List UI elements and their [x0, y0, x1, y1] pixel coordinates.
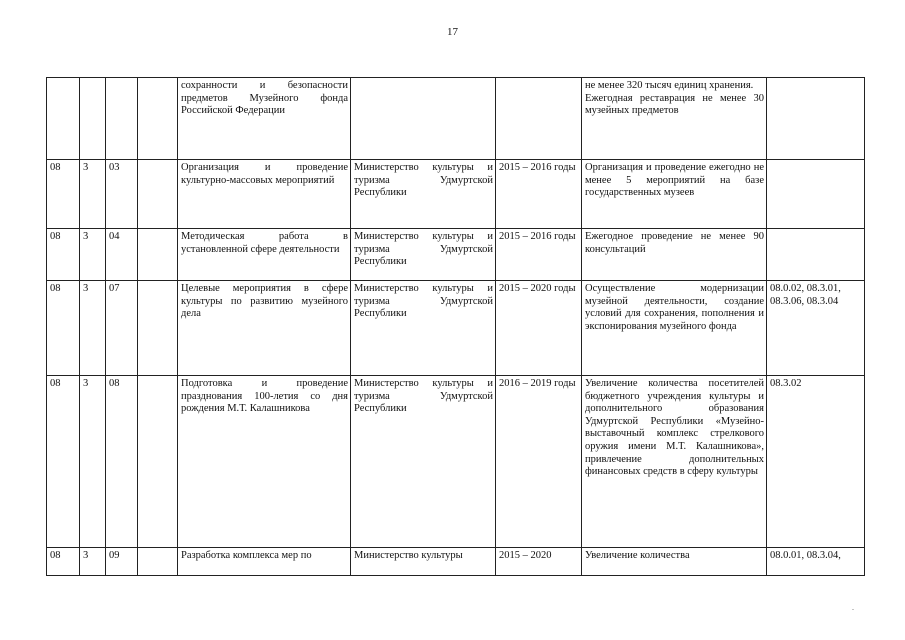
- expected-result-cell: Организация и проведение ежегодно не менее 5 мероприятий на базе государственных музеев: [582, 160, 767, 229]
- code-m-cell: [138, 229, 178, 281]
- code-m-cell: [138, 376, 178, 548]
- table-row: [47, 281, 865, 376]
- code-pp-cell: 3: [80, 376, 106, 548]
- executor-cell: Министерство культуры: [351, 548, 496, 576]
- period-cell: [496, 78, 582, 160]
- code-m-cell: [138, 78, 178, 160]
- indicator-links-cell: 08.0.01, 08.3.04,: [767, 548, 865, 576]
- event-name-cell: Целевые мероприятия в сфере культуры по развитию музейного дела: [178, 281, 351, 376]
- period-cell: 2015 – 2020 годы: [496, 281, 582, 376]
- code-pp-cell: 3: [80, 548, 106, 576]
- code-gp-cell: 08: [47, 376, 80, 548]
- expected-result-cell: не менее 320 тысяч единиц хранения. Ежегодная реставрация не менее 30 музейных предметов: [582, 78, 767, 160]
- code-om-cell: 04: [106, 229, 138, 281]
- corner-mark: .: [852, 603, 854, 612]
- indicator-links-cell: 08.3.02: [767, 376, 865, 548]
- expected-result-cell: Увеличение количества: [582, 548, 767, 576]
- program-events-table: [46, 77, 865, 576]
- period-cell: 2015 – 2020: [496, 548, 582, 576]
- table-row: [47, 160, 865, 229]
- code-om-cell: 07: [106, 281, 138, 376]
- executor-cell: Министерство культуры и туризма Удмуртской Республики: [351, 229, 496, 281]
- period-cell: 2015 – 2016 годы: [496, 160, 582, 229]
- table-row: [47, 376, 865, 548]
- code-gp-cell: 08: [47, 160, 80, 229]
- event-name-cell: Методическая работа в установленной сфере деятельности: [178, 229, 351, 281]
- executor-cell: Министерство культуры и туризма Удмуртской Республики: [351, 281, 496, 376]
- expected-result-cell: Ежегодное проведение не менее 90 консультаций: [582, 229, 767, 281]
- event-name-cell: Организация и проведение культурно-массовых мероприятий: [178, 160, 351, 229]
- expected-result-cell: Увеличение количества посетителей бюджетного учреждения культуры и дополнительного образования Удмуртской Республики «Музейно-выставочный комплекс стрелкового оружия имени М.Т. Калашникова», привлечение дополнительных финансовых средств в сферу культуры: [582, 376, 767, 548]
- code-om-cell: 03: [106, 160, 138, 229]
- code-om-cell: 09: [106, 548, 138, 576]
- indicator-links-cell: [767, 78, 865, 160]
- page-number: 17: [447, 26, 458, 38]
- code-gp-cell: 08: [47, 229, 80, 281]
- indicator-links-cell: 08.0.02, 08.3.01, 08.3.06, 08.3.04: [767, 281, 865, 376]
- code-gp-cell: 08: [47, 281, 80, 376]
- code-pp-cell: [80, 78, 106, 160]
- expected-result-cell: Осуществление модернизации музейной деятельности, создание условий для сохранения, пополнения и экспонирования музейного фонда: [582, 281, 767, 376]
- table-row: [47, 229, 865, 281]
- code-m-cell: [138, 548, 178, 576]
- executor-cell: Министерство культуры и туризма Удмуртской Республики: [351, 160, 496, 229]
- executor-cell: [351, 78, 496, 160]
- event-name-cell: сохранности и безопасности предметов Музейного фонда Российской Федерации: [178, 78, 351, 160]
- event-name-cell: Подготовка и проведение празднования 100-летия со дня рождения М.Т. Калашникова: [178, 376, 351, 548]
- code-pp-cell: 3: [80, 229, 106, 281]
- table-row: [47, 78, 865, 160]
- indicator-links-cell: [767, 229, 865, 281]
- indicator-links-cell: [767, 160, 865, 229]
- code-pp-cell: 3: [80, 160, 106, 229]
- event-name-cell: Разработка комплекса мер по: [178, 548, 351, 576]
- code-pp-cell: 3: [80, 281, 106, 376]
- period-cell: 2015 – 2016 годы: [496, 229, 582, 281]
- code-m-cell: [138, 281, 178, 376]
- code-om-cell: 08: [106, 376, 138, 548]
- code-gp-cell: [47, 78, 80, 160]
- table-row: [47, 548, 865, 576]
- code-gp-cell: 08: [47, 548, 80, 576]
- code-om-cell: [106, 78, 138, 160]
- code-m-cell: [138, 160, 178, 229]
- executor-cell: Министерство культуры и туризма Удмуртской Республики: [351, 376, 496, 548]
- period-cell: 2016 – 2019 годы: [496, 376, 582, 548]
